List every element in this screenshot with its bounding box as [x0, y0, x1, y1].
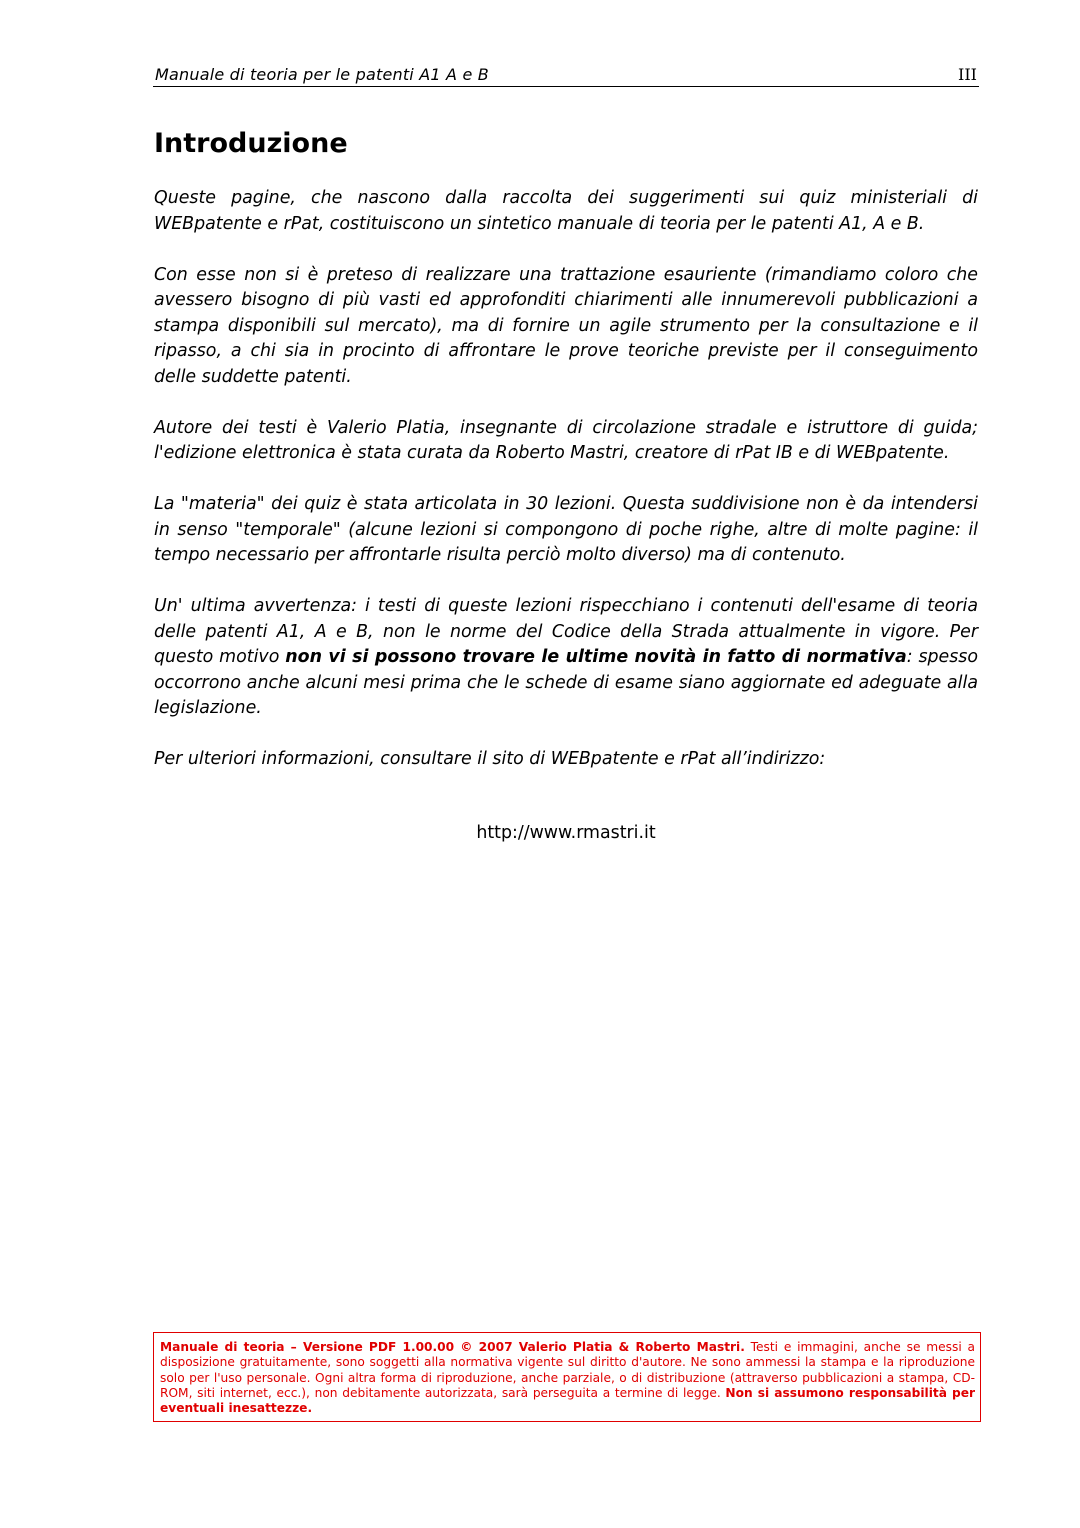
header-title: Manuale di teoria per le patenti A1 A e B	[155, 65, 489, 84]
website-url: http://www.rmastri.it	[476, 823, 656, 843]
paragraph-lessons: La "materia" dei quiz è stata articolata in 30 lezioni. Questa suddivisione non è da intendersi in senso "temporale" (alcune lezioni si compongono di poche righe, altre di molte pagine: il tempo necessario per affrontarle risulta perciò molto diverso) ma di contenuto.	[154, 494, 978, 565]
page-number: III	[958, 65, 977, 84]
page-header	[153, 64, 979, 87]
introduction-body	[154, 186, 978, 798]
paragraph-authors: Autore dei testi è Valerio Platia, insegnante di circolazione stradale e istruttore di guida; l'edizione elettronica è stata curata da Roberto Mastri, creatore di rPat IB e di WEBpatente.	[154, 417, 978, 463]
page-title: Introduzione	[154, 128, 348, 159]
paragraph-info: Per ulteriori informazioni, consultare il sito di WEBpatente e rPat all’indirizzo:	[154, 749, 826, 769]
warning-text-end: : spesso occorrono anche alcuni mesi prima che le schede di esame siano aggiornate ed adeguate alla legislazione.	[154, 647, 979, 718]
legal-disclaimer: Non si assumono responsabilità per eventuali inesattezze.	[160, 1385, 975, 1416]
warning-bold-text: non vi si possono trovare le ultime novità in fatto di normativa	[285, 647, 907, 667]
paragraph-warning	[154, 594, 978, 722]
paragraph-purpose: Con esse non si è preteso di realizzare una trattazione esauriente (rimandiamo coloro che avessero bisogno di più vasti ed approfonditi chiarimenti alle innumerevoli pubblicazioni a stampa disponibili sul mercato), ma di fornire un agile strumento per la consultazione e il ripasso, a chi sia in procinto di affrontare le prove teoriche previste per il conseguimento delle suddette patenti.	[154, 264, 978, 387]
paragraph-origin: Queste pagine, che nascono dalla raccolta dei suggerimenti sui quiz ministeriali di WEBpatente e rPat, costituiscono un sintetico manuale di teoria per le patenti A1, A e B.	[154, 188, 978, 234]
legal-title: Manuale di teoria – Versione PDF 1.00.00 © 2007 Valerio Platia & Roberto Mastri.	[160, 1340, 745, 1354]
warning-text-start: Un' ultima avvertenza: i testi di queste lezioni rispecchiano i contenuti dell'esame di teoria delle patenti A1, A e B, non le norme del Codice della Strada attualmente in vigore. Per questo motivo	[154, 596, 978, 667]
legal-body: Testi e immagini, anche se messi a disposizione gratuitamente, sono soggetti alla normativa vigente sul diritto d'autore. Ne sono ammessi la stampa e la riproduzione solo per l'uso personale. Ogni altra forma di riproduzione, anche parziale, o di distribuzione (attraverso pubblicazioni a stampa, CD-ROM, siti internet, ecc.), non debitamente autorizzata, sarà perseguita a termine di legge.	[160, 1340, 975, 1400]
legal-notice-box	[153, 1332, 981, 1422]
